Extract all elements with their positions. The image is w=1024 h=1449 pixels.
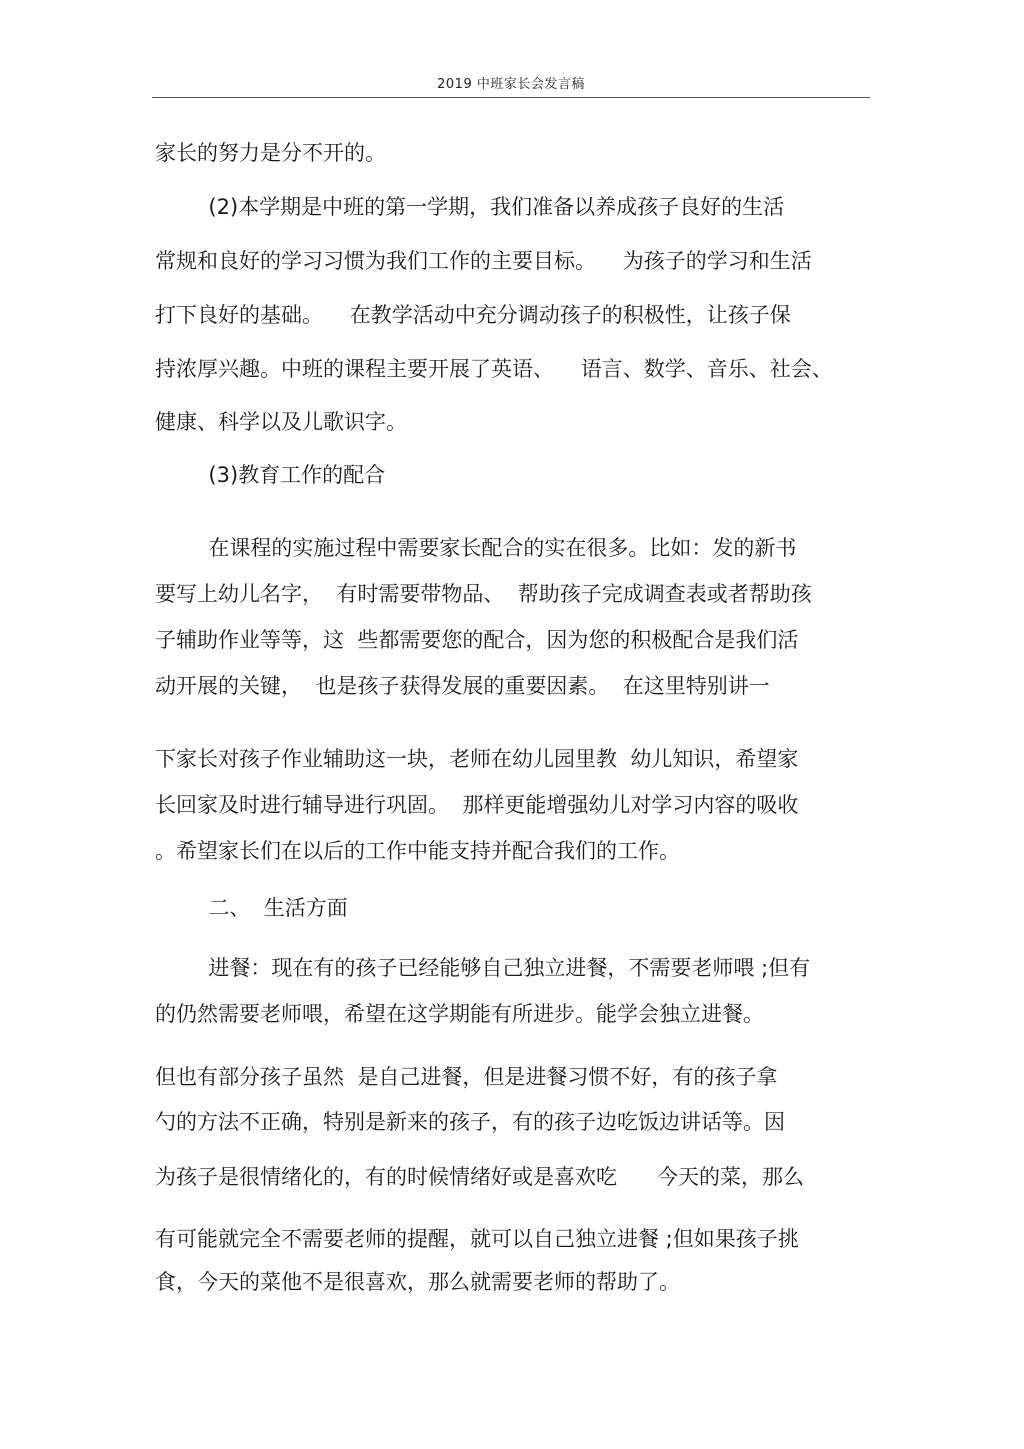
text-line-12: 下家长对孩子作业辅助这一块，老师在幼儿园里教 幼儿知识，希望家 — [155, 747, 799, 771]
text-line-6: 健康、科学以及儿歌识字。 — [155, 410, 407, 434]
text-line-19: 勺的方法不正确，特别是新来的孩子，有的孩子边吃饭边讲话等。因 — [155, 1110, 785, 1134]
subheading-education-cooperation: (3)教育工作的配合 — [155, 463, 386, 487]
text-line-16: 进餐：现在有的孩子已经能够自己独立进餐，不需要老师喂 ;但有 — [155, 956, 811, 980]
section-heading-life: 二、 生活方面 — [155, 896, 348, 920]
text-line-17: 的仍然需要老师喂，希望在这学期能有所进步。能学会独立进餐。 — [155, 1002, 764, 1026]
text-line-5: 持浓厚兴趣。中班的课程主要开展了英语、 语言、数学、音乐、社会、 — [155, 357, 833, 381]
text-line-1: 家长的努力是分不开的。 — [155, 141, 386, 165]
text-line-21: 有可能就完全不需要老师的提醒，就可以自己独立进餐 ;但如果孩子挑 — [155, 1227, 799, 1251]
text-line-2: (2)本学期是中班的第一学期，我们准备以养成孩子良好的生活 — [155, 195, 785, 219]
text-line-3: 常规和良好的学习习惯为我们工作的主要目标。 为孩子的学习和生活 — [155, 249, 812, 273]
text-line-14: 。希望家长们在以后的工作中能支持并配合我们的工作。 — [155, 839, 680, 863]
text-line-20: 为孩子是很情绪化的，有的时候情绪好或是喜欢吃 今天的菜，那么 — [155, 1165, 805, 1189]
text-line-11: 动开展的关键， 也是孩子获得发展的重要因素。 在这里特别讲一 — [155, 674, 770, 698]
text-line-4: 打下良好的基础。 在教学活动中充分调动孩子的积极性，让孩子保 — [155, 303, 791, 327]
text-line-10: 子辅助作业等等，这 些都需要您的配合，因为您的积极配合是我们活 — [155, 628, 799, 652]
text-line-18: 但也有部分孩子虽然 是自己进餐，但是进餐习惯不好，有的孩子拿 — [155, 1065, 778, 1089]
text-line-9: 要写上幼儿名字， 有时需要带物品、 帮助孩子完成调查表或者帮助孩 — [155, 582, 812, 606]
text-line-13: 长回家及时进行辅导进行巩固。 那样更能增强幼儿对学习内容的吸收 — [155, 793, 799, 817]
text-line-22: 食，今天的菜他不是很喜欢，那么就需要老师的帮助了。 — [155, 1270, 680, 1294]
page-header-title: 2019 中班家长会发言稿 — [437, 77, 585, 92]
header-divider — [152, 97, 870, 98]
text-line-8: 在课程的实施过程中需要家长配合的实在很多。比如：发的新书 — [155, 536, 797, 560]
